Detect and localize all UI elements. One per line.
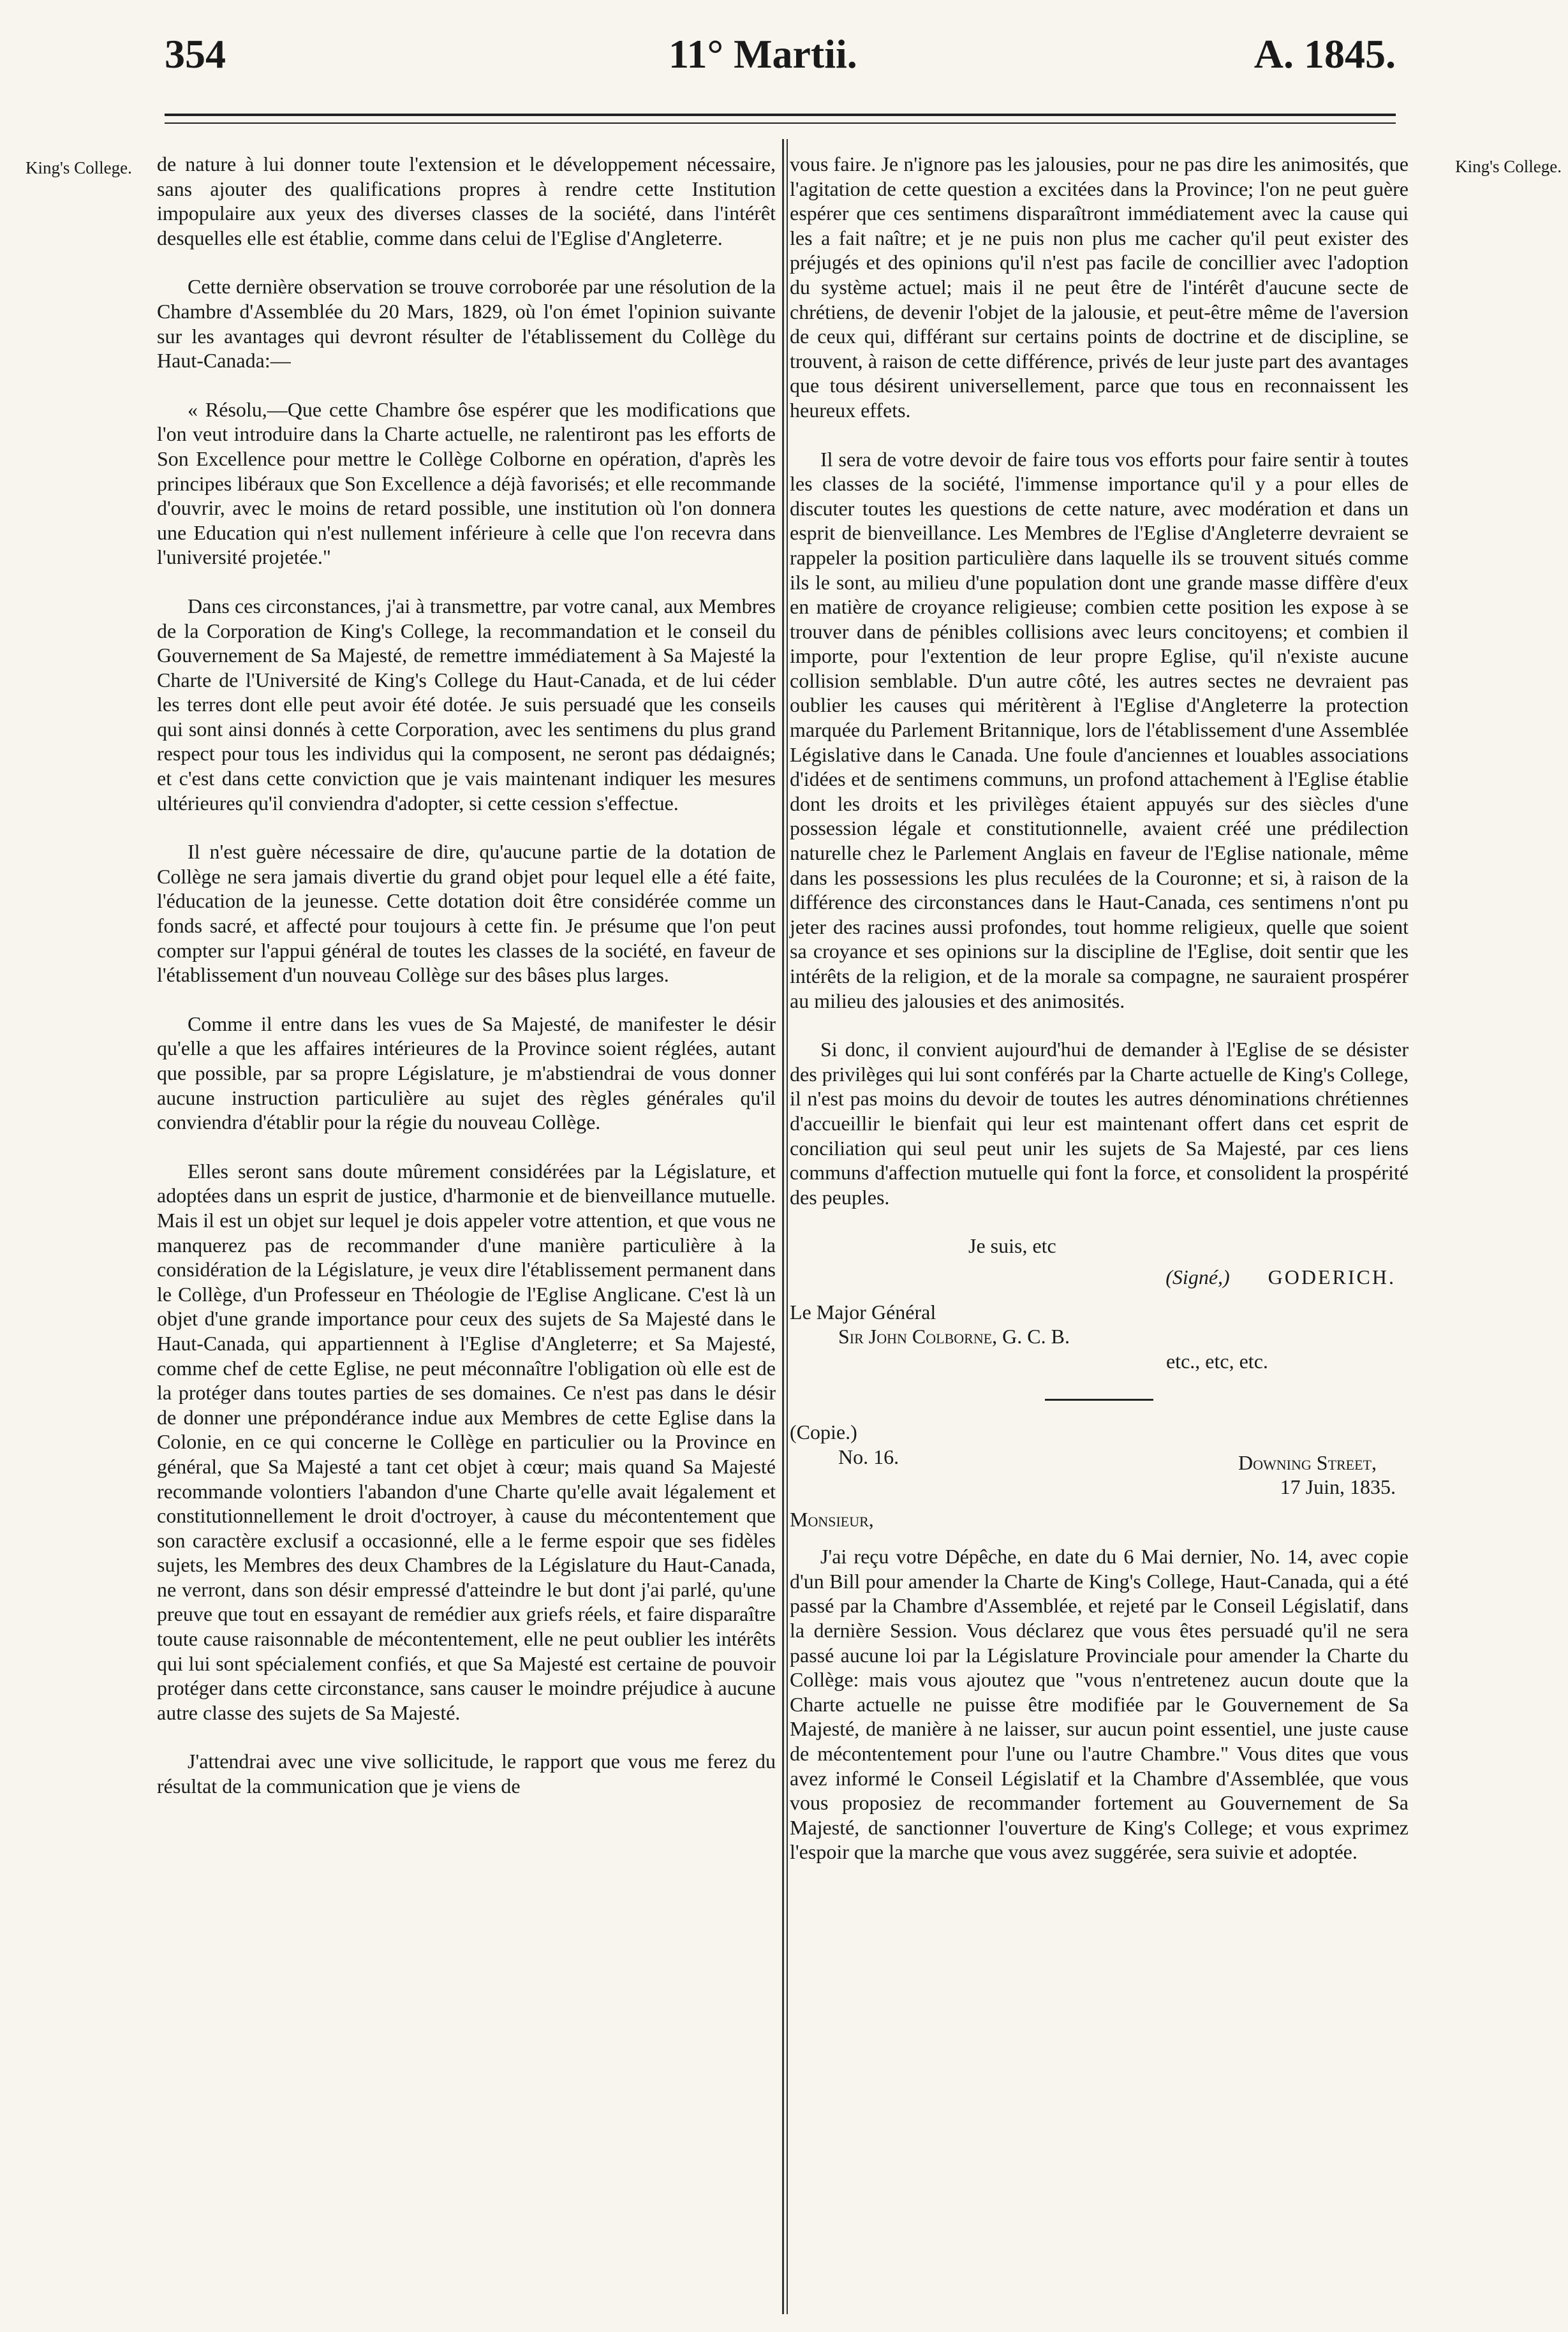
header-rule — [165, 114, 1396, 116]
margin-note-left: King's College. — [26, 158, 132, 177]
paragraph: Il sera de votre devoir de faire tous vos efforts pour faire sentir à toutes les classes de la société, l'immense importance qu'il y a pour elles de discuter toutes les questions de cette nature, avec modération et dans un esprit de bienveillance. Les Membres de l'Eglise d'Angleterre devraient se rappeler la position particulière dans laquelle ils se trouvent situés comme ils le sont, au milieu d'une population dont une grande masse diffère d'eux en matière de croyance religieuse; combien cette position les expose à se trouver dans de pénibles collisions avec leurs concitoyens; et combien il importe, pour l'extention de leur propre Eglise, qu'il n'existe aucune collision semblable. D'un autre côté, les autres sectes ne devraient pas oublier les causes qui méritèrent à l'Eglise d'Angleterre la protection marquée du Parlement Britannique, lors de l'établissement d'une Assemblée Législative dans le Canada. Une foule d'anciennes et louables associations d'idées et de sentimens communs, un profond attachement à l'Eglise établie dont les droits et les privilèges étaient appuyés sur des siècles d'une possession légale et constitutionnelle, avaient créé une prédilection naturelle chez le Parlement Anglais en faveur de l'Eglise nationale, même dans les possessions les plus reculées de la Couronne; et si, à raison de la différence des circonstances dans le Haut-Canada, ces sentimens n'ont pu jeter des racines aussi profondes, tout homme religieux, quelle que soient sa croyance et ses opinions sur la discipline de l'Eglise, doit sentir que les intérêts de la religion, et de la morale sa compagne, ne sauraient prospérer au milieu des jalousies et des animosités. — [790, 447, 1409, 1012]
letter-date: 17 Juin, 1835. — [1280, 1475, 1396, 1499]
signer-name: GODERICH. — [1268, 1265, 1396, 1288]
paragraph-quote: « Résolu,—Que cette Chambre ôse espérer que les modifications que l'on veut introduire dans la Charte actuelle, ne ralentiront pas les efforts de Son Excellence pour mettre le Collège Colborne en opération, d'après les principes libéraux que Son Excellence a déjà favorisés; et elle recommande d'ouvrir, avec le moins de retard possible, une institution où l'on donnera une Education qui n'est nullement inférieure à celle que l'on recevra dans l'université projetée." — [157, 397, 776, 569]
paragraph: J'ai reçu votre Dépêche, en date du 6 Mai dernier, No. 14, avec copie d'un Bill pour amender la Charte de King's College, Haut-Canada, qui a été passé par la Chambre d'Assemblée, et rejeté par le Conseil Législatif, dans la dernière Session. Vous déclarez que vous êtes persuadé qu'il ne sera passé aucune loi par la Législature Provinciale pour amender la Charte du Collège: mais vous ajoutez que "vous n'entretenez aucun doute que la Charte actuelle ne puisse être modifiée par le Gouvernement de Sa Majesté, de manière à ne laisser, sur aucun point essentiel, une juste cause de mécontentement pour l'une ou l'autre Chambre." Vous dites que vous avez informé le Conseil Législatif et la Chambre d'Assemblée, que vous vous proposiez de recommander fortement au Gouvernement de Sa Majesté, de sanctionner l'ouverture de King's College; et vous exprimez l'espoir que la marche que vous avez suggérée, sera suivie et adoptée. — [790, 1545, 1409, 1864]
section-rule — [1045, 1399, 1153, 1401]
paragraph: de nature à lui donner toute l'extension et le développement nécessaire, sans ajouter des qualifications propres à rendre cette Institution impopulaire aux yeux des diverses classes de la société, dans l'intérêt desquelles elle est établie, comme dans celui de l'Eglise d'Angleterre. — [157, 152, 776, 249]
paragraph: Comme il entre dans les vues de Sa Majesté, de manifester le désir qu'elle a que les affaires intérieures de la Province soient réglées, autant que possible, par sa propre Législature, je m'abstiendrai de vous donner aucune instruction particulière au sujet des règles générales qu'il conviendra d'établir pour la régie du nouveau Collège. — [157, 1012, 776, 1134]
signe-label: (Signé,) — [1165, 1265, 1230, 1288]
header-rule-thin — [165, 122, 1396, 124]
page-header — [165, 31, 1396, 88]
paragraph: vous faire. Je n'ignore pas les jalousies, pour ne pas dire les animosités, que l'agitation de cette question a excitées dans la Province; l'on ne peut guère espérer que ces sentimens disparaîtront immédiatement avec la cause qui les a fait naître; et je ne puis non plus me cacher qu'il peut exister des préjugés et des opinions qu'il n'est pas facile de concillier avec l'adoption du système actuel; mais il ne peut être de l'intérêt d'aucune secte de chrétiens, de devenir l'objet de la jalousie, et peut-être même de l'aversion de ceux qui, différant sur certains points de doctrine et de discipline, se trouvent, à raison de cette différence, privés de leur juste part des avantages que tous désirent universellement, parce que tous en reconnaissent les heureux effets. — [790, 152, 1409, 422]
header-year: A. 1845. — [1254, 31, 1396, 77]
paragraph: J'attendrai avec une vive sollicitude, le rapport que vous me ferez du résultat de la communication que je viens de — [157, 1750, 776, 1798]
page-number: 354 — [165, 31, 226, 77]
paragraph: Il n'est guère nécessaire de dire, qu'aucune partie de la dotation de Collège ne sera jamais divertie du grand objet pour lequel elle a été faite, l'éducation de la jeunesse. Cette dotation doit être considérée comme un fonds sacré, et affecté pour toujours à cette fin. Je présume que l'on peut compter sur l'appui général de toutes les classes de la société, en faveur de l'établissement d'un nouveau Collège sur des bâses plus larges. — [157, 840, 776, 987]
salutation: Monsieur, — [790, 1507, 874, 1531]
signature-line — [790, 1265, 1409, 1290]
paragraph: Cette dernière observation se trouve corroborée par une résolution de la Chambre d'Assemblée du 20 Mars, 1829, où l'on émet l'opinion suivante sur les avantages qui devront résulter de l'établissement du Collège du Haut-Canada:— — [157, 275, 776, 373]
paragraph: Si donc, il convient aujourd'hui de demander à l'Eglise de se désister des privilèges qui lui sont conférés par la Charte actuelle de King's College, il n'est pas moins du devoir de toutes les autres dénominations chrétiennes d'accueillir le bienfait qui leur est maintenant offert dans cet esprit de conciliation qui seul peut unir les sujets de Sa Majesté, par ces liens communs d'affection mutuelle qui font la force, et consolident la prospérité des peuples. — [790, 1038, 1409, 1209]
column-divider-thin — [787, 139, 788, 2314]
letter-place: Downing Street, — [1238, 1450, 1377, 1474]
column-divider — [782, 139, 784, 2314]
paragraph: Elles seront sans doute mûrement considérées par la Législature, et adoptées dans un esprit de justice, d'harmonie et de bienveillance mutuelle. Mais il est un objet sur lequel je dois appeler votre attention, et que vous ne manquerez pas de recommander d'une manière particulière à la considération de la Législature, je veux dire l'établissement permanent dans le Collège, d'un Professeur en Théologie de l'Eglise Anglicane. C'est là un objet d'une grande importance pour ceux des sujets de Sa Majesté dans le Haut-Canada, qui appartiennent à l'Eglise d'Angleterre; et Sa Majesté, comme chef de cette Eglise, ne peut méconnaître l'obligation où elle est de la protéger dans toutes parties de ses domaines. Ce n'est pas dans le désir de donner une prépondérance indue aux Membres de cette Eglise dans la Colonie, en ce qui concerne le Collège en particulier ou la Province en général, que Sa Majesté a tant cet objet à cœur; mais quand Sa Majesté recommande volontiers l'abandon d'une Charte qu'elle avait légalement et constitutionnellement le droit d'octroyer, à cause du mécontentement que son caractère exclusif a occasionné, elle a le ferme espoir que ses fidèles sujets, les Membres des deux Chambres de la Législature du Haut-Canada, ne verront, dans son désir empressé d'atteindre le but dont j'ai parlé, qu'une preuve que tout en essayant de remédier aux griefs réels, et faire disparaître toute cause raisonnable de mécontentement, elle ne peut oublier les intérêts qui lui sont spécialement confiés, et que Sa Majesté est certaine de pouvoir protéger dans cette circonstance, sans causer le moindre préjudice à aucune autre classe des sujets de Sa Majesté. — [157, 1159, 776, 1724]
addressee-etc: etc., etc, etc. — [1166, 1349, 1268, 1373]
closing-formula: Je suis, etc — [968, 1234, 1056, 1258]
copy-label: (Copie.) — [790, 1421, 857, 1444]
addressee-title: Le Major Général — [790, 1300, 936, 1324]
letter-number: No. 16. — [838, 1445, 899, 1468]
header-date: 11° Martii. — [669, 31, 857, 77]
paragraph: Dans ces circonstances, j'ai à transmettre, par votre canal, aux Membres de la Corporation de King's College, la recommandation et le conseil du Gouvernement de Sa Majesté, de remettre immédiatement à Sa Majesté la Charte de l'Université de King's College du Haut-Canada, et de lui céder les terres dont elle peut avoir été dotée. Je suis persuadé que les conseils qui sont ainsi donnés à cette Corporation, avec les sentimens du plus grand respect pour tous les individus qui la composent, ne seront pas dédaignés; et c'est dans cette conviction que je vais maintenant indiquer les mesures ultérieures qu'il conviendra d'adopter, si cette cession s'effectue. — [157, 594, 776, 815]
left-column — [157, 152, 776, 1823]
right-column — [790, 152, 1409, 1889]
margin-note-right: King's College. — [1455, 157, 1562, 176]
addressee-name: Sir John Colborne, G. C. B. — [838, 1325, 1070, 1348]
